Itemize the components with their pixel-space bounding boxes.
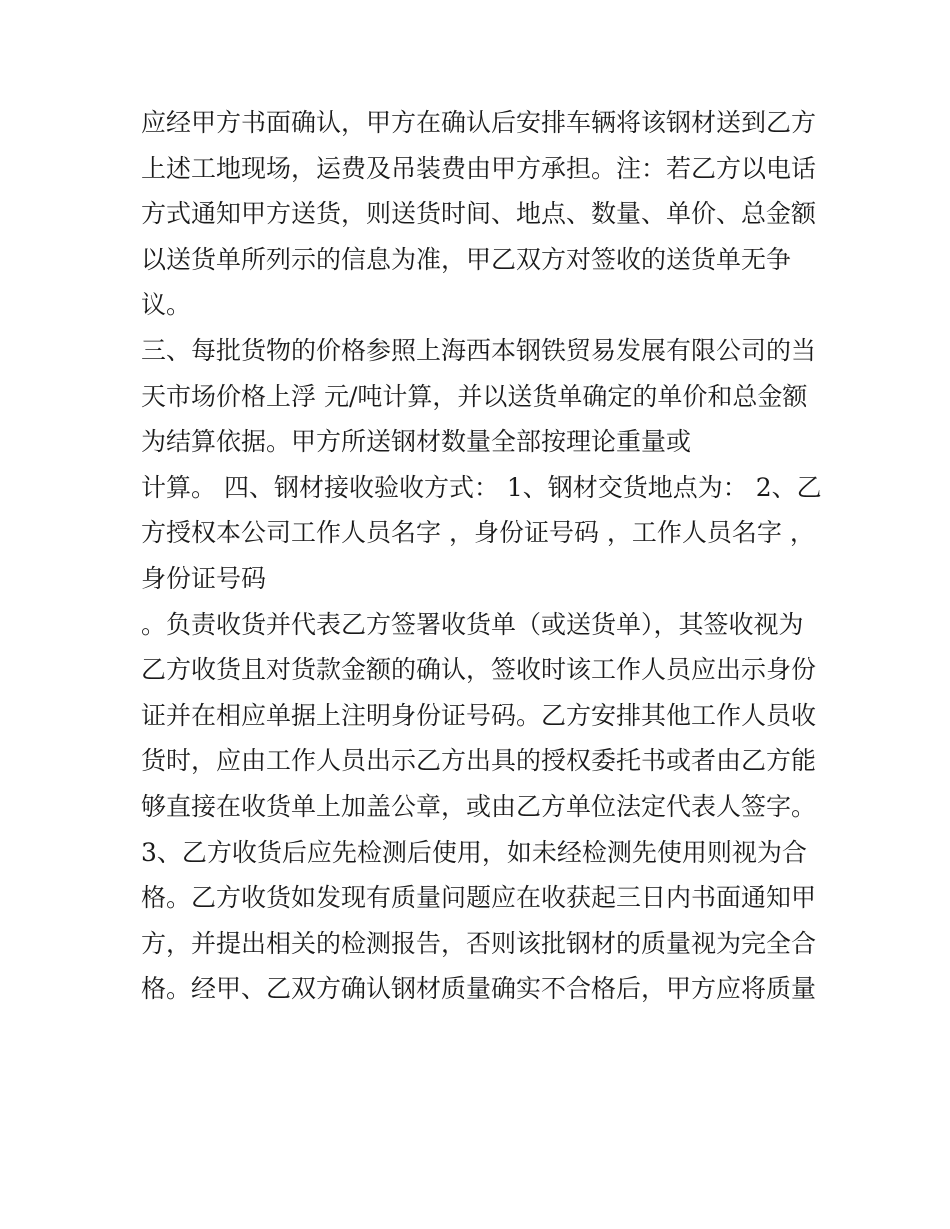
text-line: 三、每批货物的价格参照上海西本钢铁贸易发展有限公司的当 <box>141 335 817 365</box>
text-line: 方式通知甲方送货，则送货时间、地点、数量、单价、总金额 <box>141 199 817 229</box>
text-line: 。负责收货并代表乙方签署收货单（或送货单），其签收视为 <box>141 609 804 639</box>
text-line: 计算。 四、钢材接收验收方式： 1、钢材交货地点为： 2、乙 <box>141 472 822 502</box>
text-line: 乙方收货且对货款金额的确认，签收时该工作人员应出示身份 <box>141 655 817 685</box>
text-line: 天市场价格上浮 元/吨计算，并以送货单确定的单价和总金额 <box>141 381 808 411</box>
text-line: 格。经甲、乙双方确认钢材质量确实不合格后，甲方应将质量 <box>141 974 817 1004</box>
text-line: 身份证号码 <box>141 563 267 593</box>
text-line: 方，并提出相关的检测报告，否则该批钢材的质量视为完全合 <box>141 928 817 958</box>
text-line: 证并在相应单据上注明身份证号码。乙方安排其他工作人员收 <box>141 700 817 730</box>
text-line: 方授权本公司工作人员名字 ，身份证号码 ，工作人员名字 ， <box>141 518 815 548</box>
text-line: 够直接在收货单上加盖公章，或由乙方单位法定代表人签字。 <box>141 791 817 821</box>
text-line: 3、乙方收货后应先检测后使用，如未经检测先使用则视为合 <box>141 837 807 867</box>
text-line: 货时，应由工作人员出示乙方出具的授权委托书或者由乙方能 <box>141 746 817 776</box>
text-line: 上述工地现场，运费及吊装费由甲方承担。注：若乙方以电话 <box>141 153 817 183</box>
text-line: 议。 <box>141 290 192 320</box>
text-line: 为结算依据。甲方所送钢材数量全部按理论重量或 <box>141 427 692 457</box>
document-body <box>141 100 821 1012</box>
text-line: 应经甲方书面确认，甲方在确认后安排车辆将该钢材送到乙方 <box>141 108 817 137</box>
text-line: 格。乙方收货如发现有质量问题应在收获起三日内书面通知甲 <box>141 883 817 913</box>
text-line: 以送货单所列示的信息为准，甲乙双方对签收的送货单无争 <box>141 244 792 274</box>
